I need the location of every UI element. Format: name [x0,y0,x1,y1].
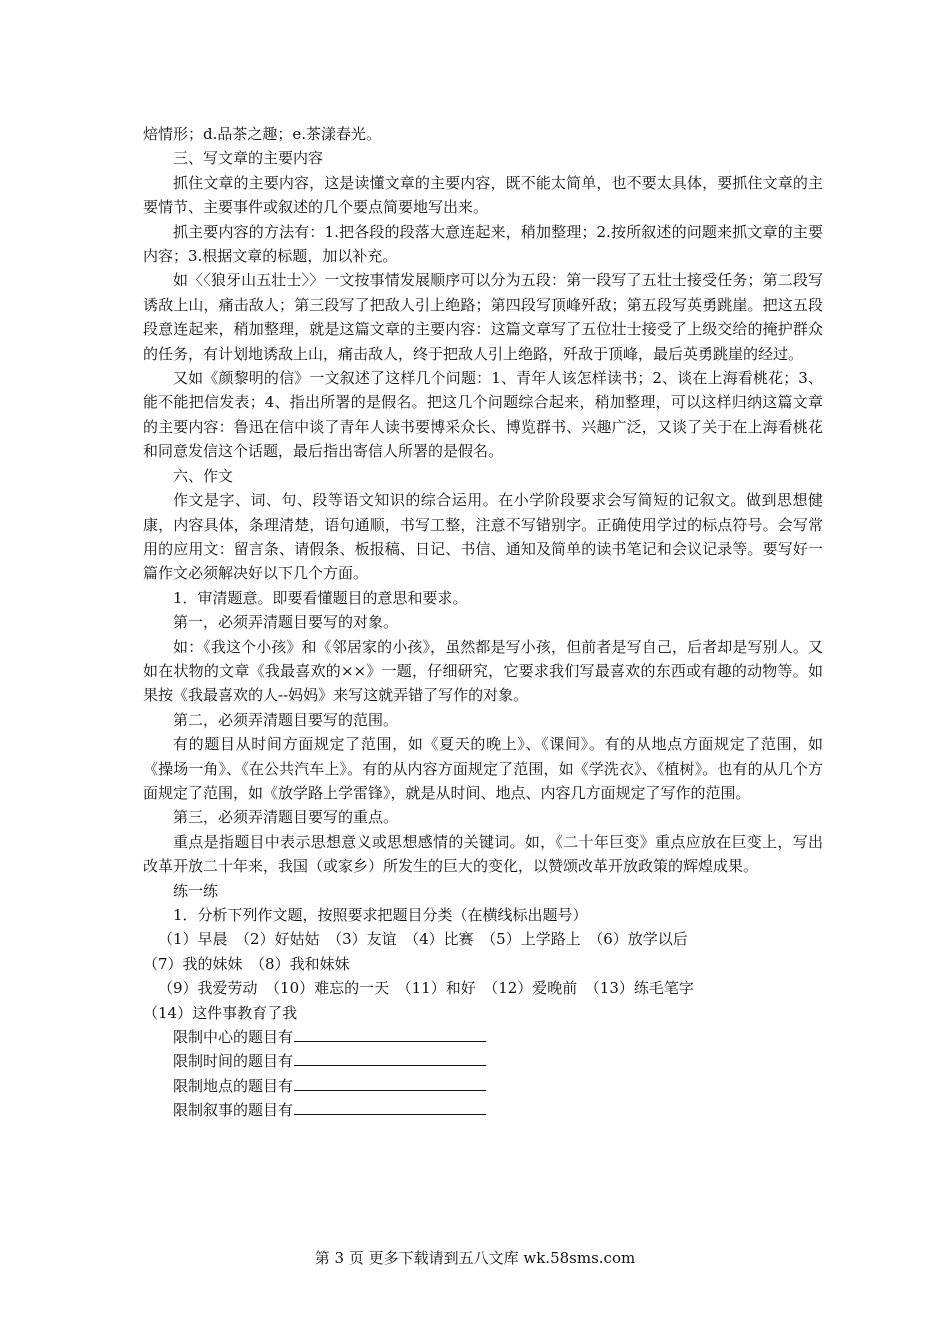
document-body [143,122,823,1123]
paragraph: 有的题目从时间方面规定了范围，如《夏天的晚上》、《课间》。有的从地点方面规定了范围，如《操场一角》、《在公共汽车上》。有的从内容方面规定了范围，如《学洗衣》、《植树》。也有的从几个方面规定了范围，如《放学路上学雷锋》，就是从时间、地点、内容几方面规定了写作的范围。 [143,735,823,802]
answer-blank[interactable] [294,1098,486,1115]
answer-label: 限制时间的题目有 [173,1052,294,1071]
exercise-options: （14）这件事教育了我 [143,1003,298,1022]
answer-blank[interactable] [294,1049,486,1066]
paragraph: 如〈〈狼牙山五壮士〉〉一文按事情发展顺序可以分为五段：第一段写了五壮士接受任务；第二段写诱敌上山，痛击敌人；第三段写了把敌人引上绝路；第四段写顶峰歼敌；第五段写英勇跳崖。把这五段段意连起来，稍加整理，就是这篇文章的主要内容：这篇文章写了五位壮士接受了上级交给的掩护群众的任务，有计划地诱敌上山，痛击敌人，终于把敌人引上绝路，歼敌于顶峰，最后英勇跳崖的经过。 [143,271,823,363]
paragraph: 抓住文章的主要内容，这是读懂文章的主要内容，既不能太简单，也不要太具体，要抓住文章的主要情节、主要事件或叙述的几个要点简要地写出来。 [143,173,823,217]
exercise-question: 1．分析下列作文题，按照要求把题目分类（在横线标出题号） [173,906,588,924]
paragraph: 重点是指题目中表示思想意义或思想感情的关键词。如，《二十年巨变》重点应放在巨变上，写出改革开放二十年来，我国（或家乡）所发生的巨大的变化，以赞颂改革开放政策的辉煌成果。 [143,832,823,876]
answer-line [143,1098,823,1122]
exercise-heading: 练一练 [173,881,219,900]
paragraph: 第二，必须弄清题目要写的范围。 [173,710,399,729]
answer-line [143,1049,823,1073]
answer-label: 限制地点的题目有 [173,1076,294,1095]
answer-label: 限制中心的题目有 [173,1028,294,1047]
paragraph: 抓主要内容的方法有：1.把各段的段落大意连起来，稍加整理；2.按所叙述的问题来抓文章的主要内容；3.根据文章的标题，加以补充。 [143,222,823,266]
answer-blank[interactable] [294,1025,486,1042]
answer-line [143,1025,823,1049]
paragraph: 作文是字、词、句、段等语文知识的综合运用。在小学阶段要求会写简短的记叙文。做到思想健康，内容具体，条理清楚，语句通顺，书写工整，注意不写错别字。正确使用学过的标点符号。会写常用的应用文：留言条、请假条、板报稿、日记、书信、通知及简单的读书笔记和会议记录等。要写好一篇作文必须解决好以下几个方面。 [143,491,823,583]
paragraph: 焙情形；d.品茶之趣；e.茶漾春光。 [143,125,382,143]
section-heading: 三、写文章的主要内容 [173,149,324,168]
paragraph: 第三，必须弄清题目要写的重点。 [173,808,399,827]
answer-line [143,1074,823,1098]
answer-label: 限制叙事的题目有 [173,1101,294,1120]
paragraph: 第一，必须弄清题目要写的对象。 [173,613,399,632]
exercise-options: （9）我爱劳动 （10）难忘的一天 （11）和好 （12）爱晚前 （13）练毛笔字 [158,979,694,998]
answer-blank[interactable] [294,1074,486,1091]
exercise-options: （7）我的妹妹 （8）我和妹妹 [143,954,350,973]
exercise-options: （1）早晨 （2）好姑姑 （3）友谊 （4）比赛 （5）上学路上 （6）放学以后 [158,930,688,949]
paragraph: 如：《我这个小孩》和《邻居家的小孩》，虽然都是写小孩，但前者是写自己，后者却是写别人。又如在状物的文章《我最喜欢的××》一题，仔细研究，它要求我们写最喜欢的东西或有趣的动物等。如果按《我最喜欢的人--妈妈》来写这就弄错了写作的对象。 [143,637,823,705]
section-heading: 六、作文 [173,466,234,485]
page-footer: 第 3 页 更多下载请到五八文库 wk.58sms.com [314,1249,636,1267]
paragraph: 1．审清题意。即要看懂题目的意思和要求。 [173,588,468,607]
paragraph: 又如《颜黎明的信》一文叙述了这样几个问题：1、青年人该怎样读书；2、谈在上海看桃花；3、能不能把信发表；4、指出所署的是假名。把这几个问题综合起来，稍加整理，可以这样归纳这篇文章的主要内容：鲁迅在信中谈了青年人读书要博采众长、博览群书、兴趣广泛，又谈了关于在上海看桃花和同意发信这个话题，最后指出寄信人所署的是假名。 [143,369,823,461]
